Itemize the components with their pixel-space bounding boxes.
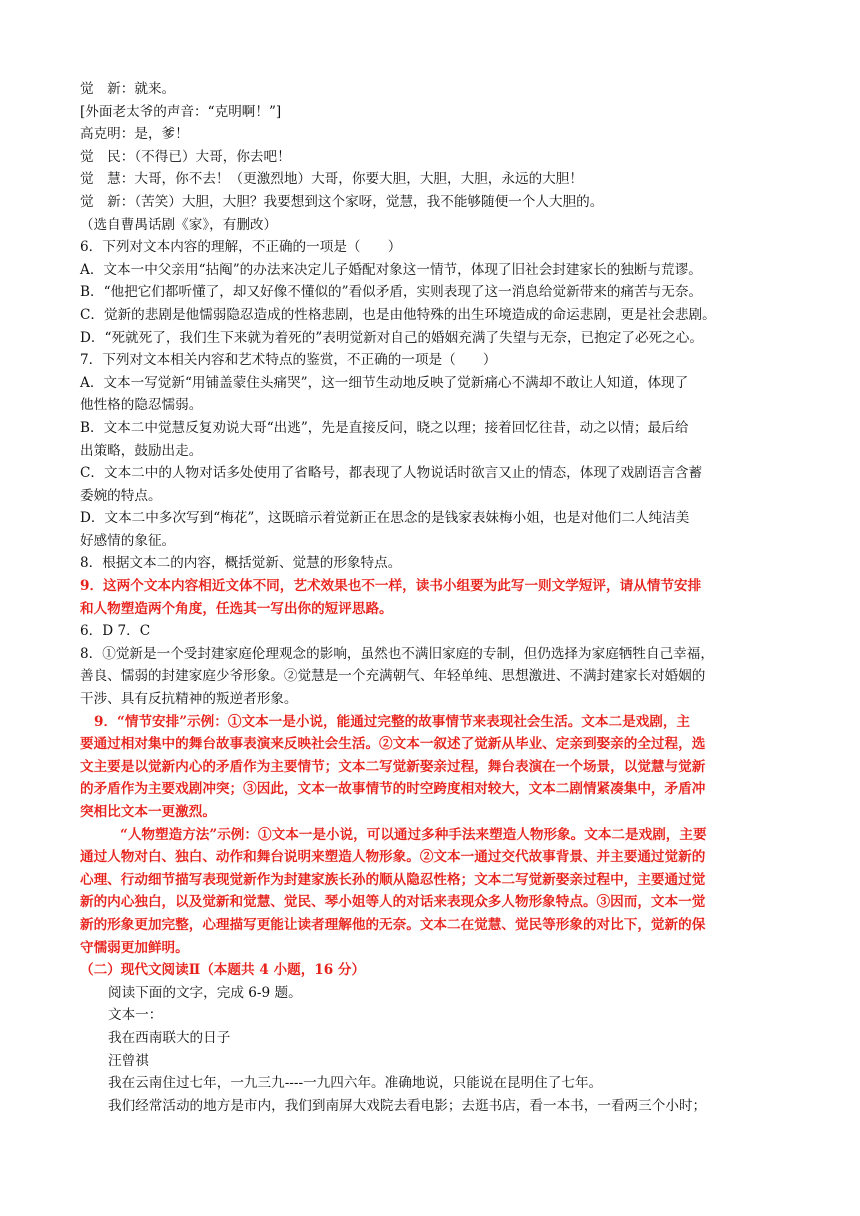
question-7-option-b: B．文本二中觉慧反复劝说大哥“出逃”，先是直接反问，晓之以理；接着回忆往昔，动之以情；最后给 [80, 419, 689, 436]
dialogue-line: 觉 民：（不得已）大哥，你去吧！ [80, 148, 291, 165]
question-6-option-d: D．“死就死了，我们生下来就为着死的”表明觉新对自己的婚姻充满了失望与无奈，已抱定了必死之心。 [80, 329, 703, 346]
answer-9-cont: 守懦弱更加鲜明。 [80, 939, 189, 956]
question-6-option-b: B．“他把它们都听懂了，却又好像不懂似的”看似矛盾，实则表现了这一消息给觉新带来的痛苦与无奈。 [80, 284, 703, 301]
instruction: 阅读下面的文字，完成 6-9 题。 [108, 984, 302, 1001]
answer-8-cont: 善良、懦弱的封建家庭少爷形象。②觉慧是一个充满朝气、年轻单纯、思想激进、不满封建家长对婚姻的 [80, 668, 706, 685]
question-7-option-d: D．文本二中多次写到“梅花”，这既暗示着觉新正在思念的是钱家表妹梅小姐，也是对他们二人纯洁美 [80, 510, 690, 527]
question-9: 9．这两个文本内容相近文体不同，艺术效果也不一样，读书小组要为此写一则文学短评，请从情节安排 [80, 578, 702, 595]
dialogue-line: 高克明：是，爹！ [80, 126, 189, 143]
article-paragraph: 我们经常活动的地方是市内，我们到南屏大戏院去看电影；去逛书店，看一本书，一看两三个小时； [108, 1097, 707, 1114]
document-page [80, 78, 780, 1117]
answer-9-cont: 新的内心独白，以及觉新和觉慧、觉民、琴小姐等人的对话来表现众多人物形象特点。③因而，文本一觉 [80, 894, 706, 911]
answer-8-cont: 干涉、具有反抗精神的叛逆者形象。 [80, 691, 298, 708]
source-note: （选自曹禺话剧《家》，有删改） [80, 216, 278, 233]
answer-9-cont: 文主要是以觉新内心的矛盾作为主要情节；文本二写觉新娶亲过程，舞台表演在一个场景，以觉慧与觉新 [80, 758, 706, 775]
question-7-option-a-cont: 他性格的隐忍懦弱。 [80, 397, 203, 414]
answer-6-7: 6．D 7．C [80, 623, 151, 640]
answer-9: 9．“情节安排”示例：①文本一是小说，能通过完整的故事情节来表现社会生活。文本二是戏剧，主 [94, 713, 691, 730]
answer-9-cont: 的矛盾作为主要戏剧冲突；③因此，文本一故事情节的时空跨度相对较大，文本二剧情紧凑集中，矛盾冲 [80, 781, 706, 798]
answer-9-cont: 心理、行动细节描写表现觉新作为封建家族长孙的顺从隐忍性格；文本二写觉新娶亲过程中，主要通过觉 [80, 871, 706, 888]
question-7-option-a: A．文本一写觉新“用铺盖蒙住头痛哭”，这一细节生动地反映了觉新痛心不满却不敢让人知道，体现了 [80, 374, 689, 391]
dialogue-line: [外面老太爷的声音：“克明啊！”] [80, 103, 282, 120]
text-label: 文本一： [108, 1007, 163, 1024]
article-paragraph: 我在云南住过七年，一九三九----一九四六年。准确地说，只能说在昆明住了七年。 [108, 1075, 603, 1092]
dialogue-line: 觉 新：就来。 [80, 81, 176, 97]
dialogue-line: 觉 新：（苦笑）大胆，大胆？我要想到这个家呀，觉慧，我不能够随便一个人大胆的。 [80, 193, 604, 210]
answer-8: 8．①觉新是一个受封建家庭伦理观念的影响，虽然也不满旧家庭的专制，但仍选择为家庭牺牲自己幸福， [80, 645, 714, 662]
question-7-option-c: C．文本二中的人物对话多处使用了省略号，都表现了人物说话时欲言又止的情态，体现了戏剧语言含蓄 [80, 465, 703, 482]
question-6-option-a: A．文本一中父亲用“拈阄”的办法来决定儿子婚配对象这一情节，体现了旧社会封建家长的独断与荒谬。 [80, 261, 702, 278]
question-7-option-b-cont: 出策略，鼓励出走。 [80, 442, 203, 459]
question-6-option-c: C．觉新的悲剧是他懦弱隐忍造成的性格悲剧，也是由他特殊的出生环境造成的命运悲剧，更是社会悲剧。 [80, 306, 716, 323]
question-6: 6．下列对文本内容的理解，不正确的一项是（ ） [80, 239, 402, 256]
question-9-cont: 和人物塑造两个角度，任选其一写出你的短评思路。 [80, 600, 393, 617]
answer-9-cont: 突相比文本一更激烈。 [80, 804, 216, 820]
answer-9-cont: 要通过相对集中的舞台故事表演来反映社会生活。②文本一叙述了觉新从毕业、定亲到娶亲的全过程，选 [80, 736, 706, 753]
answer-9-cont: 新的形象更加完整，心理描写更能让读者理解他的无奈。文本二在觉慧、觉民等形象的对比下，觉新的保 [80, 916, 706, 933]
dialogue-line: 觉 慧：大哥，你不去！（更激烈地）大哥，你要大胆，大胆，大胆，永远的大胆！ [80, 171, 583, 188]
question-8: 8．根据文本二的内容，概括觉新、觉慧的形象特点。 [80, 555, 402, 572]
question-7: 7．下列对文本相关内容和艺术特点的鉴赏，不正确的一项是（ ） [80, 352, 497, 369]
article-author: 汪曾祺 [108, 1052, 149, 1069]
question-7-option-d-cont: 好感情的象征。 [80, 532, 176, 549]
section-heading: （二）现代文阅读Ⅱ（本题共 4 小题，16 分） [80, 962, 366, 979]
article-title: 我在西南联大的日子 [108, 1029, 231, 1046]
answer-9-example-2: “人物塑造方法”示例：①文本一是小说，可以通过多种手法来塑造人物形象。文本二是戏剧，主要 [120, 826, 707, 843]
answer-9-cont: 通过人物对白、独白、动作和舞台说明来塑造人物形象。②文本一通过交代故事背景、并主要通过觉新的 [80, 849, 706, 866]
question-7-option-c-cont: 委婉的特点。 [80, 487, 162, 504]
